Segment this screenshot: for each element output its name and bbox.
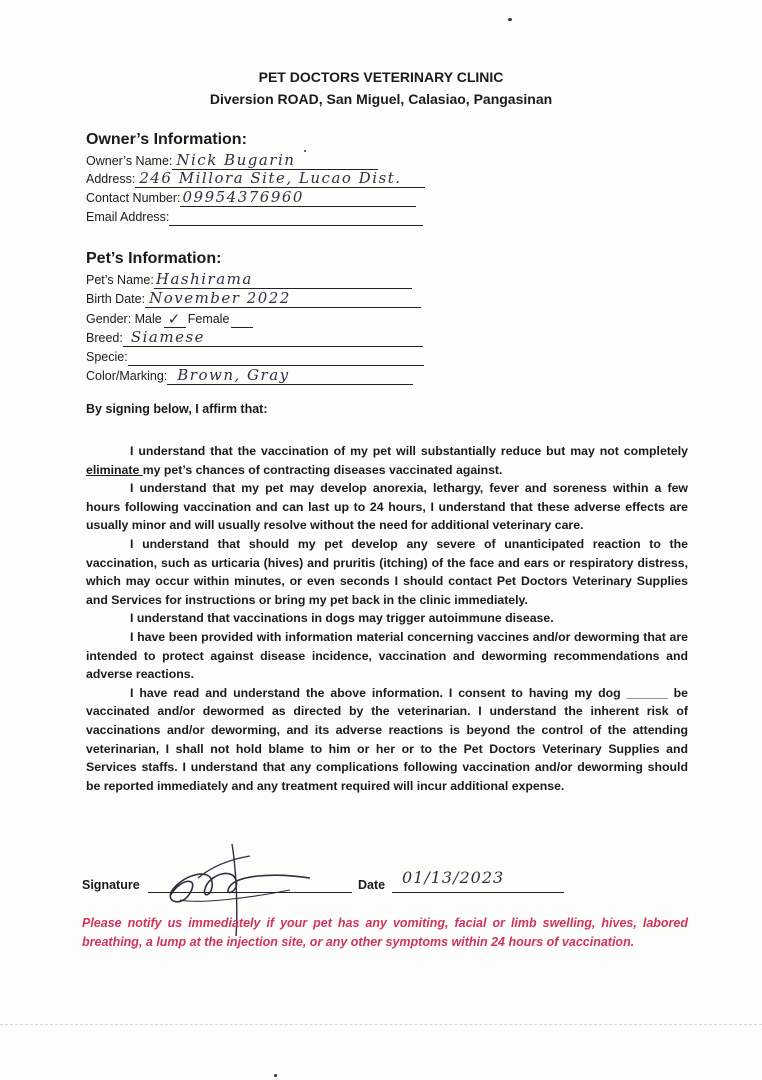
- consent-paragraph-3: I understand that should my pet develop any severe of unanticipated reaction to the vaccination, such as urticaria (hives) and pruritis (itching) of the face and ears or respiratory distress, which may occur within minutes, or even seconds I should contact Pet Doctors Veterinary Supplies and Services for instructions or bring my pet back in the clinic immediately.: [86, 536, 688, 607]
- notice-text: Please notify us immediately if your pet has any vomiting, facial or limb swelling, hives, labored breathing, a lump at the injection site, or any other symptoms within 24 hours of vaccination.: [82, 916, 688, 949]
- gender-female-line: [231, 313, 253, 328]
- color-marking-label: Color/Marking:: [86, 369, 168, 383]
- email-address-field: [86, 208, 423, 226]
- owner-name-line: [172, 153, 378, 170]
- consent-paragraph-6: [86, 684, 688, 796]
- pet-section-title: Pet’s Information:: [86, 250, 222, 267]
- birth-date-line: [145, 291, 421, 308]
- gender-male-line: [164, 310, 186, 328]
- specie-line: [128, 349, 424, 366]
- consent-paragraph-4: I understand that vaccinations in dogs may trigger autoimmune disease.: [130, 611, 554, 626]
- contact-number-label: Contact Number:: [86, 191, 181, 205]
- date-label: Date: [358, 878, 386, 892]
- gender-label: Gender: Male: [86, 312, 162, 326]
- birth-date-value: November 2022: [149, 289, 291, 307]
- owner-address-label: Address:: [86, 172, 136, 186]
- breed-label: Breed:: [86, 331, 123, 345]
- color-marking-field: [86, 367, 413, 385]
- gender-male-check: ✓: [167, 310, 182, 328]
- contact-number-field: [86, 189, 416, 207]
- clinic-name: PET DOCTORS VETERINARY CLINIC: [258, 69, 504, 85]
- consent-paragraph-2: I understand that my pet may develop anorexia, lethargy, fever and soreness within a few hours following vaccination and can last up to 24 hours, I understand that these adverse effects are usually minor and will usually resolve without the need for additional veterinary care.: [86, 481, 688, 533]
- owner-address-value: 246 Millora Site, Lucao Dist.: [139, 169, 402, 187]
- email-address-line: [169, 209, 423, 226]
- owner-section-title: Owner’s Information:: [86, 131, 247, 148]
- signature-line: [148, 892, 352, 893]
- owner-name-field: [86, 152, 378, 170]
- color-marking-line: [167, 368, 413, 385]
- pet-name-value: Hashirama: [155, 270, 253, 288]
- pet-name-field: [86, 271, 412, 289]
- signature-label: Signature: [82, 878, 140, 892]
- paragraph-6-text: I have read and understand the above information. I consent to having my dog: [130, 685, 627, 700]
- date-line: [392, 892, 564, 893]
- underlined-eliminate: eliminate: [86, 462, 143, 477]
- owner-name-value: Nick Bugarin: [176, 151, 296, 169]
- email-address-label: Email Address:: [86, 210, 170, 224]
- birth-date-field: [86, 290, 421, 308]
- owner-address-field: [86, 170, 425, 188]
- contact-number-value: 09954376960: [182, 188, 304, 206]
- specie-field: [86, 348, 424, 366]
- color-marking-value: Brown, Gray: [177, 366, 290, 384]
- paragraph-1-text-end: my pet’s chances of contracting diseases vaccinated against.: [142, 462, 503, 477]
- paper-speck: [304, 150, 306, 152]
- owner-name-label: Owner’s Name:: [86, 154, 173, 168]
- scan-edge-line: [0, 1024, 762, 1025]
- pet-name-line: [154, 272, 412, 289]
- consent-paragraph-1: [86, 442, 688, 479]
- birth-date-label: Birth Date:: [86, 292, 146, 306]
- pet-name-label: Pet’s Name:: [86, 273, 154, 287]
- contact-number-line: [180, 190, 416, 207]
- consent-paragraph-5: I have been provided with information material concerning vaccines and/or deworming that are intended to protect against disease incidence, vaccination and deworming recommendations and adverse reactions.: [86, 629, 688, 682]
- gender-female-label: Female: [187, 312, 230, 326]
- paper-speck: [274, 1074, 277, 1077]
- paragraph-6-text-end: be vaccinated and/or dewormed as directed by the veterinarian. I understand the inherent risk of vaccinations and/or deworming, and its adverse reactions is beyond the control of the attending veterinarian, I shall not hold blame to him or her or to the Pet Doctors Veterinary Supplies and Services staffs. I understand that any complications following vaccination and/or deworming should be reported immediately and any treatment required will incur additional expense.: [86, 685, 688, 793]
- paragraph-1-text: I understand that the vaccination of my pet will substantially reduce but may not completely: [130, 444, 688, 458]
- paper-speck: [508, 18, 512, 21]
- owner-address-line: [135, 171, 425, 188]
- clinic-header: [0, 66, 762, 110]
- specie-label: Specie:: [86, 350, 128, 364]
- breed-field: [86, 329, 423, 347]
- date-value: 01/13/2023: [402, 868, 505, 887]
- breed-value: Siamese: [130, 328, 206, 346]
- dog-name-blank: ______: [626, 685, 668, 700]
- breed-line: [123, 330, 423, 347]
- consent-body: [86, 442, 688, 795]
- gender-field: [86, 310, 255, 328]
- affirm-heading: By signing below, I affirm that:: [86, 402, 268, 416]
- clinic-address: Diversion ROAD, San Miguel, Calasiao, Pangasinan: [209, 91, 553, 107]
